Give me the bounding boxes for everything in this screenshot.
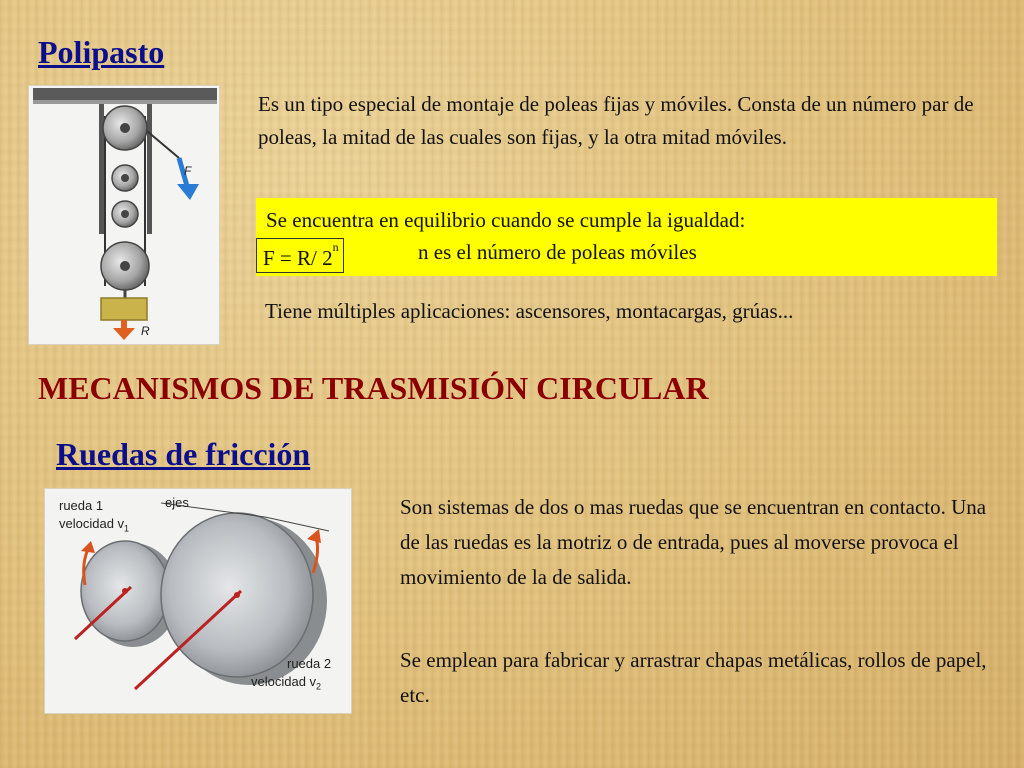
pulley-block-figure bbox=[28, 85, 220, 345]
wheel2-speed: velocidad $v_2$ bbox=[251, 674, 322, 692]
ruedas-title: Ruedas de fricción bbox=[56, 436, 311, 472]
formula-box bbox=[256, 238, 344, 273]
polipasto-description: Es un tipo especial de montaje de poleas fijas y móviles. Consta de un número par de poleas, la mitad de las cuales son fijas, y la otra mitad móviles. bbox=[258, 92, 974, 149]
formula-base: F = R/ 2 bbox=[263, 246, 333, 270]
equilibrium-box bbox=[256, 198, 997, 276]
ruedas-description: Son sistemas de dos o mas ruedas que se encuentran en contacto. Una de las ruedas es la motriz o de entrada, pues al moverse provoca el movimiento de la de salida. bbox=[400, 495, 987, 589]
force-label: F bbox=[184, 164, 192, 178]
equilibrium-text: Se encuentra en equilibrio cuando se cumple la igualdad: bbox=[266, 208, 746, 232]
load-label: R bbox=[141, 324, 150, 338]
wheel1-speed: velocidad $v_1$ bbox=[59, 516, 130, 534]
formula-exponent: n bbox=[332, 240, 339, 254]
wheel1-label bbox=[59, 497, 129, 538]
section-title: MECANISMOS DE TRASMISIÓN CIRCULAR bbox=[38, 370, 709, 406]
formula-row bbox=[256, 238, 997, 272]
polipasto-title: Polipasto bbox=[38, 34, 165, 70]
wheel2-label bbox=[251, 655, 331, 696]
wheel2-name: rueda 2 bbox=[287, 656, 332, 671]
formula-note: n es el número de poleas móviles bbox=[418, 240, 697, 264]
polipasto-applications: Tiene múltiples aplicaciones: ascensores, montacargas, grúas... bbox=[265, 299, 794, 323]
pulley-block-illustration bbox=[29, 86, 219, 344]
axes-label: ejes bbox=[165, 495, 189, 510]
wheel1-name: rueda 1 bbox=[59, 498, 104, 513]
ruedas-uses: Se emplean para fabricar y arrastrar chapas metálicas, rollos de papel, etc. bbox=[400, 648, 987, 707]
friction-wheels-figure bbox=[44, 488, 352, 714]
